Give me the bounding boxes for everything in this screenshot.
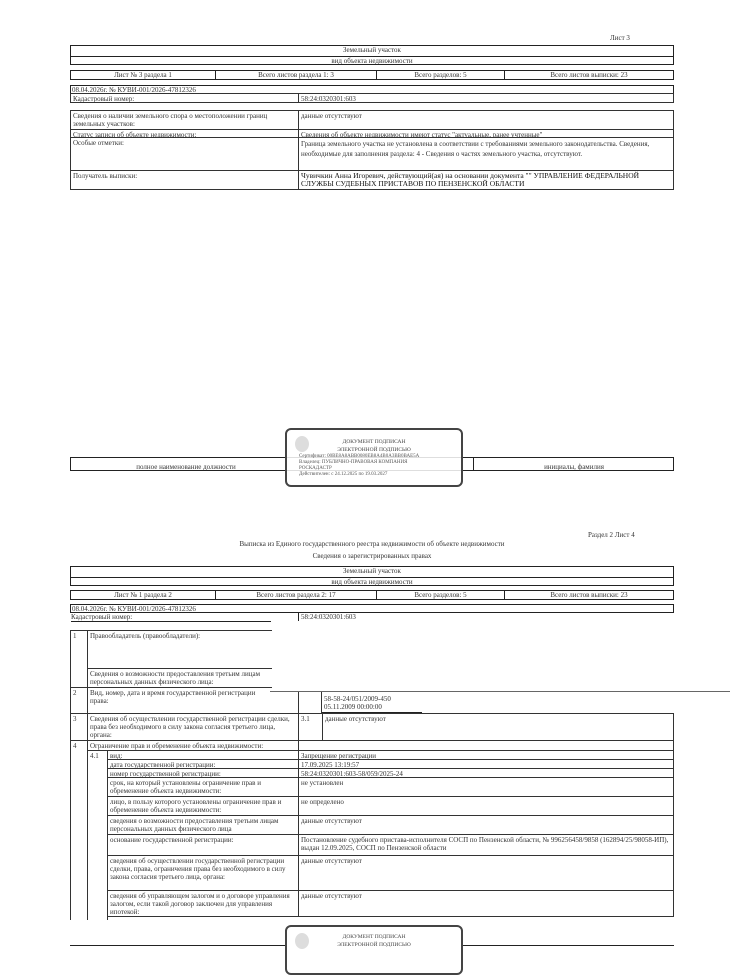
cadastral-value-2: 58:24:0320301:603 bbox=[298, 613, 356, 621]
total-sheets: Всего листов выписки: 23 bbox=[550, 591, 628, 599]
doc-number-2: 08.04.2026г. № КУВИ-001/2026-47812326 bbox=[70, 604, 674, 613]
row2-num: 2 bbox=[70, 687, 88, 714]
object-type: Земельный участок bbox=[71, 567, 673, 578]
stamp-line1: ДОКУМЕНТ ПОДПИСАН bbox=[342, 934, 406, 940]
object-type-box-2 bbox=[70, 566, 674, 586]
record-status-value: Сведения об объекте недвижимости имеют статус "актуальные, ранее учтенные" bbox=[298, 129, 674, 138]
name-caption: инициалы, фамилия bbox=[544, 463, 604, 471]
row4-label: Ограничение прав и обременение объекта недвижимости: bbox=[87, 740, 299, 751]
land-dispute-label: Сведения о наличии земельного спора о местоположении границ земельных участков: bbox=[70, 110, 299, 130]
restriction-value: 17.09.2025 13:19:57 bbox=[298, 759, 674, 769]
restriction-label: основание государственной регистрации: bbox=[107, 834, 299, 856]
section-sheets: Всего листов раздела 1: 3 bbox=[216, 71, 377, 79]
e-signature-stamp-2 bbox=[285, 925, 463, 975]
total-sections: Всего разделов: 5 bbox=[377, 591, 505, 599]
e-signature-stamp bbox=[285, 428, 463, 487]
stamp-line1: ДОКУМЕНТ ПОДПИСАН bbox=[342, 439, 406, 445]
row4-num: 4 bbox=[70, 740, 88, 920]
emblem-icon bbox=[295, 436, 309, 452]
cadastral-value: 58:24:0320301:603 bbox=[298, 93, 674, 103]
counters-row-2 bbox=[70, 590, 674, 600]
doc-number: 08.04.2026г. № КУВИ-001/2026-47812326 bbox=[70, 85, 674, 94]
restriction-value: Запрещение регистрации bbox=[298, 750, 674, 760]
restriction-label: сведения об управляющем залогом и о договоре управления залогом, если такой договор заключен для управления ипотекой: bbox=[107, 890, 299, 917]
stamp-cert: Сертификат: 00ВЕ8А8АВВ0080ЕВ8А4В0А3ВВ0ВАЕ5А bbox=[299, 454, 420, 459]
row1-label: Правообладатель (правообладатели): bbox=[87, 630, 272, 669]
extract-title: Выписка из Единого государственного реестра недвижимости об объекте недвижимости bbox=[239, 540, 505, 548]
extract-subtitle: Сведения о зарегистрированных правах bbox=[312, 552, 432, 560]
stamp-line2: ЭЛЕКТРОННОЙ ПОДПИСЬЮ bbox=[337, 447, 411, 453]
restriction-value: не определено bbox=[298, 796, 674, 816]
land-dispute-value: данные отсутствуют bbox=[298, 110, 674, 130]
row3-subnum: 3.1 bbox=[298, 713, 323, 741]
object-type: Земельный участок bbox=[71, 46, 673, 57]
counters-row bbox=[70, 70, 674, 80]
restriction-value: данные отсутствуют bbox=[298, 855, 674, 891]
recipient-value: Чувичкин Анна Игоревич, действующий(ая) на основании документа "" УПРАВЛЕНИЕ ФЕДЕРАЛЬНОЙ СЛУЖБЫ СУДЕБНЫХ ПРИСТАВОВ ПО ПЕНЗЕНСКОЙ ОБЛАСТИ bbox=[298, 170, 674, 190]
restriction-label: вид: bbox=[107, 750, 299, 760]
restriction-value: 58:24:0320301:603-58/059/2025-24 bbox=[298, 768, 674, 778]
section-sheets: Всего листов раздела 2: 17 bbox=[216, 591, 377, 599]
row2-reg-date: 05.11.2009 00:00:00 bbox=[324, 703, 382, 711]
row1-num: 1 bbox=[70, 630, 88, 688]
row2-reg-number: 58-58-24/051/2009-450 bbox=[324, 695, 391, 703]
restriction-label: дата государственной регистрации: bbox=[107, 759, 299, 769]
stamp-line2: ЭЛЕКТРОННОЙ ПОДПИСЬЮ bbox=[337, 942, 411, 948]
restriction-label: сведения об осуществлении государственной регистрации сделки, права, ограничения права без необходимого в силу закона согласия третьего лица, органа: bbox=[107, 855, 299, 891]
sheet-number: Лист № 1 раздела 2 bbox=[71, 591, 216, 599]
total-sections: Всего разделов: 5 bbox=[377, 71, 505, 79]
emblem-icon bbox=[295, 933, 309, 949]
special-notes-label: Особые отметки: bbox=[70, 137, 299, 171]
restriction-value: данные отсутствуют bbox=[298, 890, 674, 917]
record-status-label: Статус записи об объекте недвижимости: bbox=[70, 129, 299, 138]
sheet-label: Лист 3 bbox=[610, 34, 630, 42]
row3-value: данные отсутствуют bbox=[322, 713, 674, 741]
row1-sub-label: Сведения о возможности предоставления третьим лицам персональных данных физического лица: bbox=[87, 668, 272, 688]
position-caption: полное наименование должности bbox=[136, 463, 236, 471]
cadastral-label-2: Кадастровый номер: bbox=[71, 613, 271, 622]
restriction-label: номер государственной регистрации: bbox=[107, 768, 299, 778]
section-sheet-label: Раздел 2 Лист 4 bbox=[588, 531, 635, 539]
restriction-label: срок, на который установлены ограничение прав и обременение объекта недвижимости: bbox=[107, 777, 299, 797]
cadastral-label: Кадастровый номер: bbox=[70, 93, 299, 103]
restriction-value: Постановление судебного пристава-исполнителя СОСП по Пензенской области, № 996256458/9858 (162894/25/98058-ИП), выдан 12.09.2025, СОСП по Пензенской области bbox=[298, 834, 674, 856]
object-type-caption: вид объекта недвижимости bbox=[331, 57, 413, 65]
stamp-owner: Владелец: ПУБЛИЧНО-ПРАВОВАЯ КОМПАНИЯ bbox=[299, 460, 408, 465]
restriction-value: не установлен bbox=[298, 777, 674, 797]
object-type-box bbox=[70, 45, 674, 65]
recipient-label: Получатель выписки: bbox=[70, 170, 299, 190]
special-notes-value: Граница земельного участка не установлена в соответствии с требованиями земельного законодательства. Сведения, необходимые для заполнения раздела: 4 - Сведения о частях земельного участка, отсутствуют. bbox=[298, 137, 674, 171]
row3-num: 3 bbox=[70, 713, 88, 741]
row3-label: Сведения об осуществлении государственной регистрации сделки, права без необходимого в силу закона согласия третьего лица, органа: bbox=[87, 713, 299, 741]
object-type-caption: вид объекта недвижимости bbox=[331, 578, 413, 586]
stamp-owner2: РОСКАДАСТР bbox=[299, 466, 332, 471]
total-sheets: Всего листов выписки: 23 bbox=[550, 71, 628, 79]
row4-subnum: 4.1 bbox=[87, 750, 108, 920]
row2-label: Вид, номер, дата и время государственной регистрации права: bbox=[87, 687, 272, 714]
sheet-number: Лист № 3 раздела 1 bbox=[71, 71, 216, 79]
stamp-valid: Действителен: с 24.12.2025 по 19.03.2027 bbox=[299, 472, 388, 477]
restriction-value: данные отсутствуют bbox=[298, 815, 674, 835]
restriction-label: сведения о возможности предоставления третьим лицам персональных данных физического лица bbox=[107, 815, 299, 835]
restriction-label: лицо, в пользу которого установлены ограничение прав и обременение объекта недвижимости: bbox=[107, 796, 299, 816]
